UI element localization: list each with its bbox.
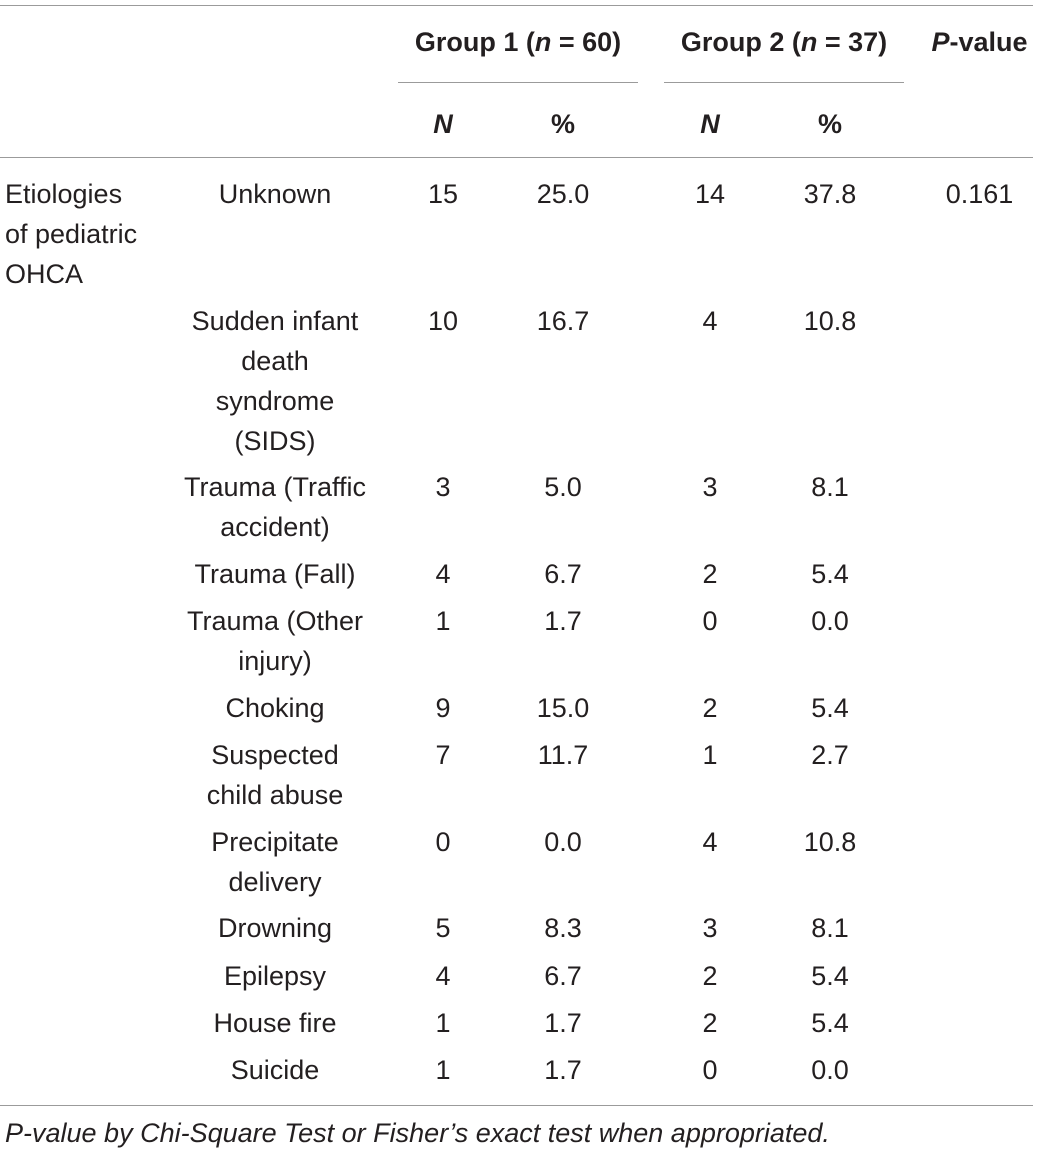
group2-header: Group 2 (n = 37) (680, 27, 888, 57)
etiology-label: Precipitate delivery (211, 827, 339, 897)
etiology-label: Choking (225, 693, 325, 723)
group1-pct-cell: 15.0 (536, 693, 590, 723)
group2-underline (664, 82, 904, 83)
etiology-label: Suspected child abuse (206, 740, 344, 810)
group1-pct-cell: 1.7 (544, 1055, 582, 1085)
group2-n-cell: 1 (702, 740, 718, 770)
group2-n-cell: 2 (702, 693, 718, 723)
group1-n-cell: 1 (435, 1008, 451, 1038)
group2-n-cell: 3 (702, 472, 718, 502)
row-group-label: Etiologies of pediatric OHCA (5, 179, 138, 289)
group2-pct-cell: 10.8 (803, 306, 857, 336)
group1-pct-cell: 16.7 (536, 306, 590, 336)
group1-n-cell: 5 (435, 913, 451, 943)
group2-n-cell: 2 (702, 1008, 718, 1038)
etiology-label: Unknown (218, 179, 332, 209)
etiology-label: House fire (213, 1008, 337, 1038)
group1-pct-cell: 1.7 (544, 606, 582, 636)
group2-n-cell: 0 (702, 1055, 718, 1085)
group2-pct-cell: 5.4 (811, 559, 849, 589)
etiology-label: Trauma (Traffic accident) (183, 472, 367, 542)
group1-n-cell: 9 (435, 693, 451, 723)
group1-n-cell: 4 (435, 559, 451, 589)
etiology-label: Drowning (217, 913, 333, 943)
group1-pct-cell: 1.7 (544, 1008, 582, 1038)
group2-n-cell: 4 (702, 827, 718, 857)
group2-n-cell: 2 (702, 961, 718, 991)
group2-n-subheader: N (700, 109, 720, 139)
pvalue-cell: 0.161 (945, 179, 1014, 209)
group1-pct-cell: 5.0 (544, 472, 582, 502)
group2-n-cell: 4 (702, 306, 718, 336)
etiology-label: Suicide (230, 1055, 320, 1085)
group2-pct-cell: 8.1 (811, 472, 849, 502)
header-bottom-rule (0, 157, 1033, 158)
group2-n-cell: 2 (702, 559, 718, 589)
etiology-label: Epilepsy (223, 961, 327, 991)
group2-pct-cell: 10.8 (803, 827, 857, 857)
group1-underline (398, 82, 638, 83)
group2-pct-cell: 2.7 (811, 740, 849, 770)
group1-pct-cell: 6.7 (544, 559, 582, 589)
group1-n-cell: 1 (435, 606, 451, 636)
group1-n-cell: 1 (435, 1055, 451, 1085)
group1-n-cell: 7 (435, 740, 451, 770)
group2-pct-cell: 37.8 (803, 179, 857, 209)
group1-pct-cell: 11.7 (537, 740, 589, 770)
group1-n-cell: 0 (435, 827, 451, 857)
group1-n-subheader: N (433, 109, 453, 139)
etiology-label: Trauma (Fall) (194, 559, 356, 589)
etiology-label: Sudden infant death syndrome (SIDS) (191, 306, 359, 456)
group2-pct-cell: 5.4 (811, 1008, 849, 1038)
group1-pct-subheader: % (550, 109, 575, 139)
group2-pct-cell: 0.0 (811, 1055, 849, 1085)
group2-n-cell: 0 (702, 606, 718, 636)
table-bottom-rule (0, 1105, 1033, 1106)
group2-pct-cell: 8.1 (811, 913, 849, 943)
group2-n-cell: 14 (694, 179, 726, 209)
etiology-label: Trauma (Other injury) (186, 606, 364, 676)
group2-pct-cell: 0.0 (811, 606, 849, 636)
group1-pct-cell: 6.7 (544, 961, 582, 991)
group1-n-cell: 3 (435, 472, 451, 502)
group2-pct-subheader: % (817, 109, 842, 139)
top-rule (0, 5, 1033, 6)
table-footnote: P-value by Chi-Square Test or Fisher’s exact test when appropriated. (5, 1118, 830, 1148)
group1-n-cell: 4 (435, 961, 451, 991)
group1-n-cell: 15 (427, 179, 459, 209)
group2-n-cell: 3 (702, 913, 718, 943)
group1-header: Group 1 (n = 60) (414, 27, 622, 57)
group1-pct-cell: 0.0 (544, 827, 582, 857)
group1-pct-cell: 25.0 (536, 179, 590, 209)
pvalue-header: P-value (931, 27, 1028, 57)
group2-pct-cell: 5.4 (811, 961, 849, 991)
group1-pct-cell: 8.3 (544, 913, 582, 943)
group2-pct-cell: 5.4 (811, 693, 849, 723)
group1-n-cell: 10 (427, 306, 459, 336)
